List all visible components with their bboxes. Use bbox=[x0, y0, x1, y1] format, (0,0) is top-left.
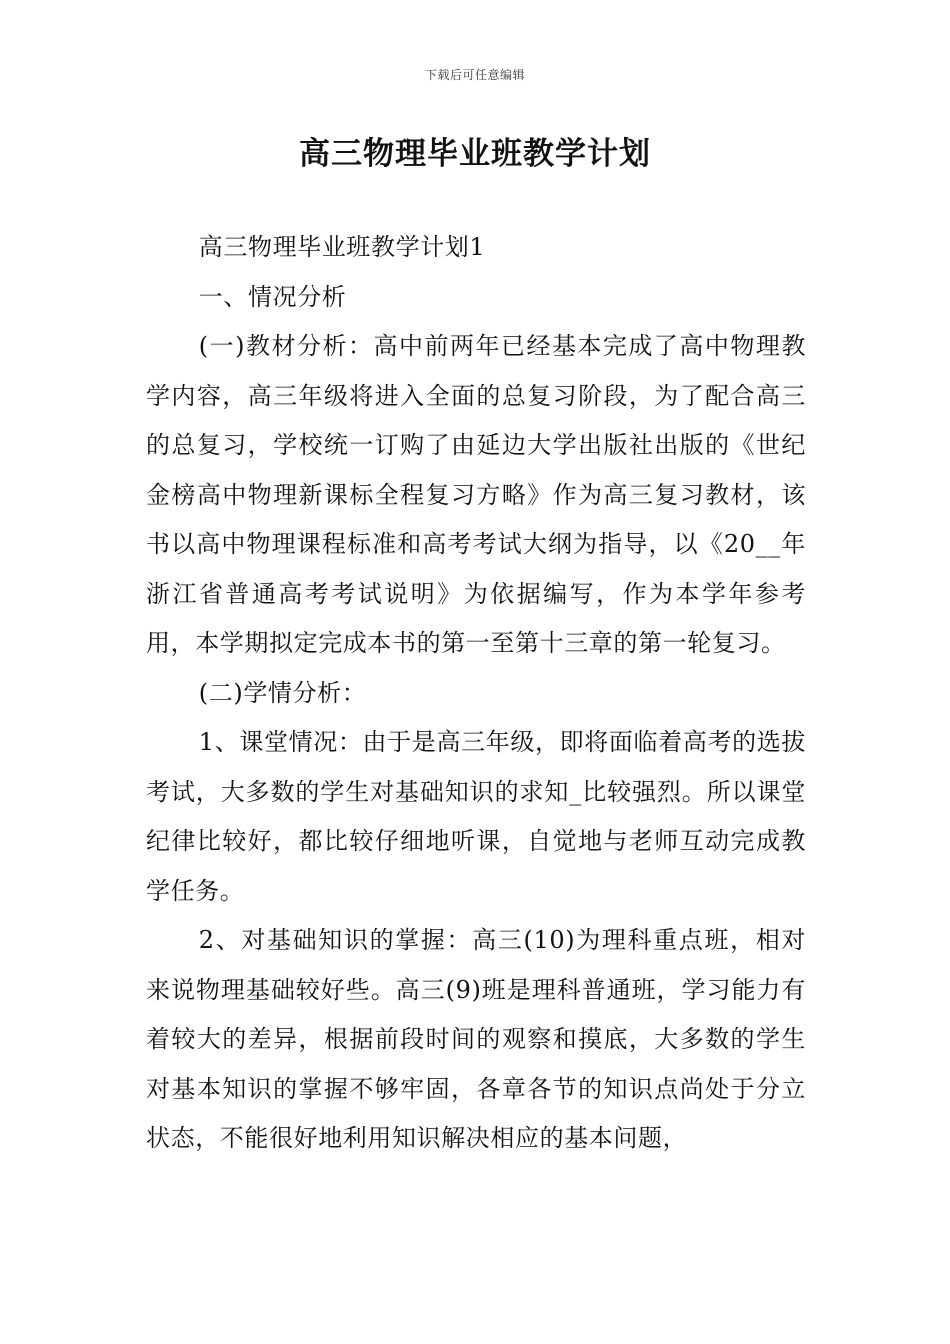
document-body bbox=[146, 223, 806, 1164]
paragraph-student-analysis-heading: (二)学情分析： bbox=[198, 678, 367, 707]
paragraph-textbook-analysis: (一)教材分析：高中前两年已经基本完成了高中物理教学内容，高三年级将进入全面的总复习阶段，为了配合高三的总复习，学校统一订购了由延边大学出版社出版的《世纪金榜高中物理新课标全程复习方略》作为高三复习教材，该书以高中物理课程标准和高考考试大纲为指导，以《20__年浙江省普通高考考试说明》为依据编写，作为本学年参考用，本学期拟定完成本书的第一至第十三章的第一轮复习。 bbox=[146, 332, 806, 657]
paragraph-subtitle: 高三物理毕业班教学计划1 bbox=[198, 233, 486, 261]
paragraph-classroom-situation: 1、课堂情况：由于是高三年级，即将面临着高考的选拔考试，大多数的学生对基础知识的求知_比较强烈。所以课堂纪律比较好，都比较仔细地听课，自觉地与老师互动完成教学任务。 bbox=[146, 728, 806, 905]
header-note: 下载后可任意编辑 bbox=[424, 68, 525, 82]
document-title: 高三物理毕业班教学计划 bbox=[299, 136, 651, 172]
paragraph-section-heading: 一、情况分析 bbox=[198, 282, 347, 311]
paragraph-basic-knowledge: 2、对基础知识的掌握：高三(10)为理科重点班，相对来说物理基础较好些。高三(9)班是理科普通班，学习能力有着较大的差异，根据前段时间的观察和摸底，大多数的学生对基本知识的掌握不够牢固，各章各节的知识点尚处于分立状态，不能很好地利用知识解决相应的基本问题， bbox=[146, 926, 806, 1152]
